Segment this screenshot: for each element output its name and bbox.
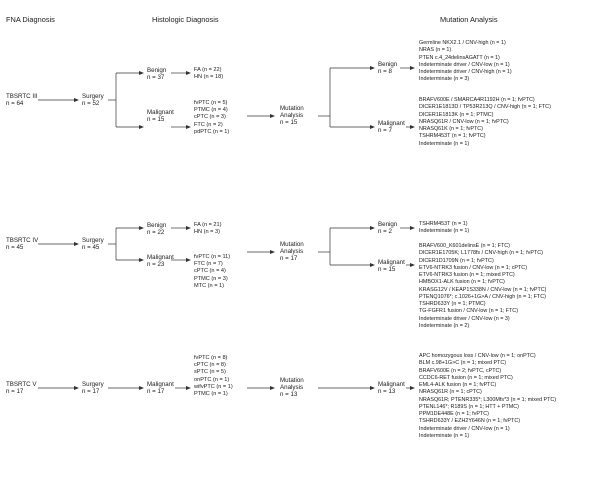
node-label: Benign bbox=[378, 61, 398, 68]
list-item: Indeterminate (n = 3) bbox=[419, 76, 470, 83]
node-label: Mutation bbox=[280, 105, 304, 112]
result-benign-list-row-2 bbox=[419, 221, 469, 236]
list-item: FA (n = 22) bbox=[194, 67, 222, 73]
node-label: Mutation bbox=[280, 241, 304, 248]
list-item: ETV6-NTRK3 fusion (n = 1; mixed PTC) bbox=[419, 272, 515, 278]
node-count: n = 64 bbox=[6, 100, 24, 108]
list-item: cPTC (n = 4) bbox=[194, 268, 226, 275]
node-count: n = 17 bbox=[147, 388, 165, 396]
node-count: n = 23 bbox=[147, 261, 165, 269]
node-label: Benign bbox=[147, 67, 167, 74]
benign-node-row-2 bbox=[147, 222, 166, 236]
list-item: Indeterminate (n = 1) bbox=[419, 228, 470, 235]
list-item: BRAFV600E (n = 2; fvPTC, cPTC) bbox=[419, 367, 502, 374]
list-item: BLM c.98+1G>C (n = 1; mixed PTC) bbox=[419, 360, 507, 367]
list-item: Indeterminate driver / CNV-low (n = 1) bbox=[419, 61, 510, 68]
list-item: APC homozygous loss / CNV-low (n = 1; onPTC) bbox=[419, 353, 536, 359]
list-item: DICER1E1813D / TP53R213Q / CNV-high (n = 1; FTC) bbox=[419, 104, 551, 111]
node-label: Mutation bbox=[280, 377, 304, 384]
list-item: HN (n = 3) bbox=[194, 229, 220, 236]
node-label: Analysis bbox=[280, 112, 304, 120]
list-item: Germline NKX2.1 / CNV-high (n = 1) bbox=[419, 40, 506, 46]
list-item: FTC (n = 7) bbox=[194, 261, 223, 268]
result-benign-list-row-1 bbox=[419, 40, 512, 84]
benign-histology-list-row-2 bbox=[194, 222, 222, 236]
list-item: BRAFV600E / SMARCA4R1192H (n = 1; fvPTC) bbox=[419, 97, 535, 103]
list-item: TSHRD633Y (n = 1; PTMC) bbox=[419, 301, 486, 307]
list-item: Indeterminate (n = 2) bbox=[419, 322, 470, 329]
node-label: Analysis bbox=[280, 248, 304, 256]
benign-node-row-1 bbox=[147, 67, 166, 81]
node-count: n = 13 bbox=[280, 391, 298, 399]
list-item: EML4-ALK fusion (n = 1; fvPTC) bbox=[419, 382, 497, 388]
list-item: PTENQ1076*; c.1026+1G>A / CNV-high (n = 1; FTC) bbox=[419, 293, 546, 300]
list-item: PPM1DE448E (n = 1; fvPTC) bbox=[419, 411, 489, 417]
node-label: Malignant bbox=[378, 381, 405, 388]
node-count: n = 8 bbox=[378, 68, 392, 76]
list-item: fvPTC (n = 8) bbox=[194, 355, 228, 361]
result-malignant-list-row-3 bbox=[419, 353, 556, 440]
surgery-node-row-2 bbox=[82, 237, 104, 251]
list-item: NRASQ61R / CNV-low (n = 1; fvPTC) bbox=[419, 118, 509, 125]
list-item: sPTC (n = 5) bbox=[194, 369, 226, 376]
result-benign-node-row-1 bbox=[378, 61, 397, 75]
node-count: n = 22 bbox=[147, 229, 165, 237]
malignant-histology-list-row-2 bbox=[194, 254, 230, 290]
node-label: TBSRTC IV bbox=[6, 237, 39, 244]
malignant-node-row-2 bbox=[147, 254, 174, 268]
node-label: Benign bbox=[147, 222, 167, 229]
list-item: DICER1D1709N (n = 1; fvPTC) bbox=[419, 257, 494, 264]
malignant-node-row-3 bbox=[147, 381, 174, 395]
list-item: NRASQ61K (n = 1; fvPTC) bbox=[419, 126, 483, 132]
fna-node-tbsrtc-iii bbox=[6, 93, 38, 107]
node-count: n = 15 bbox=[378, 266, 396, 274]
result-malignant-list-row-1 bbox=[419, 97, 551, 148]
list-item: DICER1E1813K (n = 1; PTMC) bbox=[419, 111, 494, 118]
node-label: Surgery bbox=[82, 381, 104, 388]
node-count: n = 15 bbox=[280, 119, 298, 127]
list-item: CCDC6-RET fusion (n = 1; mixed PTC) bbox=[419, 374, 513, 381]
malignant-node-row-1 bbox=[147, 109, 174, 123]
list-item: Indeterminate driver / CNV-low (n = 3) bbox=[419, 315, 510, 322]
mutation-analysis-node-row-2 bbox=[280, 241, 304, 263]
node-count: n = 45 bbox=[6, 244, 24, 252]
fna-node-tbsrtc-iv bbox=[6, 237, 38, 251]
list-item: PTMC (n = 3) bbox=[194, 275, 228, 282]
result-malignant-node-row-1 bbox=[378, 120, 405, 134]
list-item: FA (n = 21) bbox=[194, 222, 222, 228]
list-item: ETV6-NTRK3 fusion / CNV-low (n = 1; cPTC) bbox=[419, 264, 527, 271]
malignant-histology-list-row-3 bbox=[194, 355, 233, 398]
node-count: n = 13 bbox=[378, 388, 396, 396]
node-count: n = 17 bbox=[280, 255, 298, 263]
node-count: n = 7 bbox=[378, 127, 392, 135]
node-label: Malignant bbox=[378, 120, 405, 127]
node-label: Surgery bbox=[82, 93, 104, 100]
list-item: NRAS (n = 1) bbox=[419, 47, 452, 54]
node-label: Malignant bbox=[147, 381, 174, 388]
node-label: Malignant bbox=[378, 259, 405, 266]
node-count: n = 45 bbox=[82, 244, 100, 252]
mutation-analysis-node-row-1 bbox=[280, 105, 304, 127]
node-label: Malignant bbox=[147, 109, 174, 116]
header-fna-diagnosis: FNA Diagnosis bbox=[6, 15, 55, 24]
fna-node-tbsrtc-v bbox=[6, 381, 36, 395]
node-count: n = 17 bbox=[6, 388, 24, 396]
list-item: NRASQ61R (n = 1; cPTC) bbox=[419, 389, 482, 396]
node-count: n = 17 bbox=[82, 388, 100, 396]
node-label: Surgery bbox=[82, 237, 104, 244]
surgery-node-row-1 bbox=[82, 93, 104, 107]
node-label: Malignant bbox=[147, 254, 174, 261]
node-label: TBSRTC V bbox=[6, 381, 37, 388]
list-item: KRASG12V / KEAP1S338N / CNV-low (n = 1; fvPTC) bbox=[419, 286, 547, 293]
list-item: HN (n = 18) bbox=[194, 74, 224, 81]
node-label: Benign bbox=[378, 221, 398, 228]
list-item: fvPTC (n = 5) bbox=[194, 100, 228, 106]
result-malignant-node-row-3 bbox=[378, 381, 405, 395]
mutation-analysis-node-row-3 bbox=[280, 377, 304, 399]
list-item: Indeterminate (n = 1) bbox=[419, 140, 470, 147]
list-item: Indeterminate driver / CNV-high (n = 1) bbox=[419, 69, 512, 75]
list-item: PTMC (n = 4) bbox=[194, 107, 228, 114]
list-item: pdPTC (n = 1) bbox=[194, 128, 230, 135]
list-item: cPTC (n = 3) bbox=[194, 114, 226, 121]
benign-histology-list-row-1 bbox=[194, 67, 223, 81]
node-count: n = 52 bbox=[82, 100, 100, 108]
malignant-histology-list-row-1 bbox=[194, 100, 229, 136]
list-item: TSHRD633Y / EZH2Y646N (n = 1; fvPTC) bbox=[419, 418, 521, 425]
node-count: n = 15 bbox=[147, 116, 165, 124]
node-count: n = 37 bbox=[147, 74, 165, 82]
list-item: TSHRM453T (n = 1; fvPTC) bbox=[419, 133, 486, 140]
list-item: Indeterminate (n = 1) bbox=[419, 432, 470, 439]
node-label: Analysis bbox=[280, 384, 304, 392]
list-item: FTC (n = 2) bbox=[194, 121, 223, 128]
surgery-node-row-3 bbox=[82, 381, 104, 395]
list-item: cPTC (n = 8) bbox=[194, 362, 226, 369]
list-item: HMBOX1-ALK fusion (n = 1; fvPTC) bbox=[419, 279, 505, 286]
list-item: PTMC (n = 1) bbox=[194, 391, 228, 398]
list-item: TSHRM453T (n = 1) bbox=[419, 221, 468, 227]
list-item: onPTC (n = 1) bbox=[194, 376, 230, 383]
node-label: TBSRTC III bbox=[6, 93, 38, 100]
list-item: BRAFV600_K601delinsE (n = 1; FTC) bbox=[419, 243, 510, 249]
list-item: PTEN c.4_24delinsAGATT (n = 1) bbox=[419, 54, 500, 61]
list-item: fvPTC (n = 11) bbox=[194, 254, 231, 260]
list-item: Indeterminate driver / CNV-low (n = 1) bbox=[419, 425, 510, 432]
list-item: DICER1E1705K; L1778fs / CNV-high (n = 1; fvPTC) bbox=[419, 250, 543, 257]
list-item: TG-FGFR1 fusion / CNV-low (n = 1; FTC) bbox=[419, 308, 518, 315]
list-item: wifvPTC (n = 1) bbox=[194, 383, 233, 390]
result-malignant-node-row-2 bbox=[378, 259, 405, 273]
header-histologic-diagnosis: Histologic Diagnosis bbox=[152, 15, 219, 24]
node-count: n = 2 bbox=[378, 228, 392, 236]
list-item: NRASQ61R; PTENR335*; L300Mfs*3 (n = 1; mixed PTC) bbox=[419, 396, 557, 403]
list-item: MTC (n = 1) bbox=[194, 282, 224, 289]
list-item: PTENL146*; R189S (n = 1; HTT + PTMC) bbox=[419, 403, 519, 410]
result-benign-node-row-2 bbox=[378, 221, 397, 235]
header-mutation-analysis: Mutation Analysis bbox=[440, 15, 498, 24]
result-malignant-list-row-2 bbox=[419, 243, 546, 330]
